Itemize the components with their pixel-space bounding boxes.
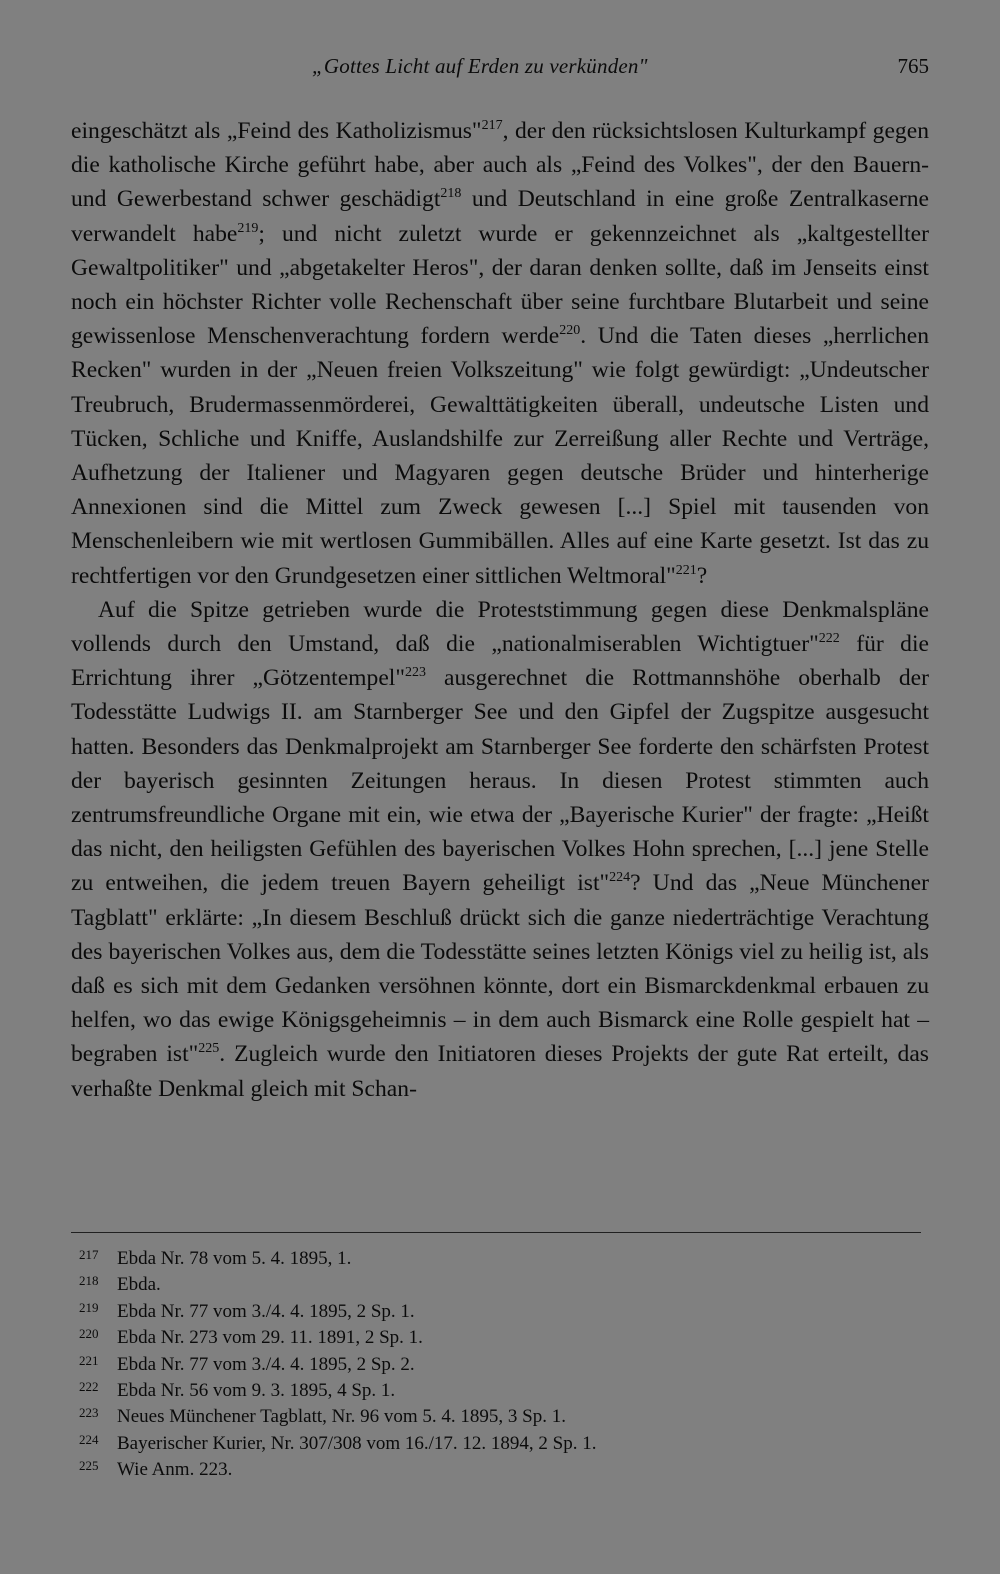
running-head-title: „Gottes Licht auf Erden zu verkünden" xyxy=(312,54,648,78)
footnote-number: 218 xyxy=(79,1273,99,1289)
footnotes-list xyxy=(79,1246,879,1484)
paragraph xyxy=(71,593,929,1106)
text-segment: ausgerechnet die Rottmannshöhe oberhalb der Todesstätte Ludwigs II. am Starnberger See und den Gipfel der Zugspitze ausgesucht hatten. Besonders das Denkmalprojekt am Starnberger See forderte den schärfsten Protest der bayerisch gesinnten Zeitungen heraus. In diesen Protest stimmten auch zentrumsfreundliche Organe mit ein, wie etwa der „Bayerische Kurier" der fragte: „Heißt das nicht, den heiligsten Gefühlen des bayerischen Volkes Hohn sprechen, [...] jene Stelle zu entweihen, die jedem treuen Bayern geheiligt ist" xyxy=(71,665,929,897)
footnote xyxy=(79,1457,879,1483)
footnote-number: 224 xyxy=(79,1431,99,1447)
footnote-text: Ebda Nr. 56 vom 9. 3. 1895, 4 Sp. 1. xyxy=(117,1380,396,1402)
footnote xyxy=(79,1378,879,1404)
text-segment: Auf die Spitze getrieben wurde die Proteststimmung gegen diese Denkmalspläne vollends durch den Umstand, daß die „nationalmiserablen Wichtigtuer" xyxy=(71,596,929,658)
footnote-reference: 225 xyxy=(198,1041,220,1057)
text-segment: für die Errichtung ihrer „Götzentempel" xyxy=(71,631,929,692)
footnote-reference: 223 xyxy=(404,665,426,681)
footnote-number: 221 xyxy=(79,1352,99,1368)
footnote-text: Ebda Nr. 77 vom 3./4. 4. 1895, 2 Sp. 2. xyxy=(117,1353,415,1375)
footnote-number: 222 xyxy=(79,1379,99,1395)
footnote xyxy=(79,1325,879,1351)
footnote-text: Ebda Nr. 78 vom 5. 4. 1895, 1. xyxy=(117,1248,352,1269)
footnote-text: Ebda Nr. 77 vom 3./4. 4. 1895, 2 Sp. 1. xyxy=(117,1300,415,1322)
text-segment: ; und nicht zuletzt wurde er gekennzeichnet als „kaltgestellter Gewaltpolitiker" und „abgetakelter Heros", der daran denken sollte, daß im Jenseits einst noch ein höchster Richter volle Rechenschaft über seine furchtbare Blutarbeit und seine gewissenlose Menschenverachtung fordern werde xyxy=(71,220,930,350)
footnote xyxy=(79,1246,879,1272)
footnote-number: 217 xyxy=(79,1247,99,1262)
footnote-text: Neues Münchener Tagblatt, Nr. 96 vom 5. 4. 1895, 3 Sp. 1. xyxy=(117,1406,566,1428)
footnote-text: Ebda Nr. 273 vom 29. 11. 1891, 2 Sp. 1. xyxy=(117,1327,423,1349)
footnote xyxy=(79,1299,879,1325)
text-segment: und Deutschland in eine große Zentralkaserne verwandelt habe xyxy=(71,186,929,247)
text-segment: ? Und das „Neue Münchener Tagblatt" erklärte: „In diesem Beschluß drückt sich die ganze niederträchtige Verachtung des bayerischen Volkes aus, dem die Todesstätte seines letzten Königs viel zu heilig ist, als daß es sich mit dem Gedanken versöhnen könnte, dort ein Bismarckdenkmal erbauen zu helfen, wo das ewige Königsgeheimnis – in dem auch Bismarck eine Rolle gespielt hat – begraben ist" xyxy=(71,870,929,1068)
footnote xyxy=(79,1404,879,1430)
footnote-reference: 219 xyxy=(237,220,259,236)
footnote xyxy=(79,1272,879,1298)
footnote-text: Wie Anm. 223. xyxy=(117,1459,233,1481)
footnote-number: 225 xyxy=(79,1458,99,1474)
footnote xyxy=(79,1352,879,1378)
footnote-text: Ebda. xyxy=(117,1274,161,1296)
text-segment: eingeschätzt als „Feind des Katholizismus" xyxy=(71,118,482,144)
footnote-reference: 221 xyxy=(675,562,697,578)
footnote-number: 220 xyxy=(79,1326,99,1342)
footnote-reference: 220 xyxy=(559,323,581,339)
footnote-reference: 218 xyxy=(440,186,462,202)
footnote-number: 219 xyxy=(79,1299,99,1315)
text-segment: . Und die Taten dieses „herrlichen Recken" wurden in der „Neuen freien Volkszeitung" wie folgt gewürdigt: „Undeutscher Treubruch, Brudermassenmörderei, Gewalttätigkeiten überall, undeutsche Listen und Tücken, Schliche und Kniffe, Auslandshilfe zur Zerreißung aller Rechte und Verträge, Aufhetzung der Italiener und Magyaren gegen deutsche Brüder und hinterherige Annexionen sind die Mittel zum Zweck gewesen [...] Spiel mit tausenden von Menschenleibern wie mit wertlosen Gummibällen. Alles auf eine Karte gesetzt. Ist das zu rechtfertigen vor den Grundgesetzen einer sittlichen Weltmoral" xyxy=(71,323,929,589)
text-segment: , der den rücksichtslosen Kulturkampf gegen die katholische Kirche geführt habe, aber auch als „Feind des Volkes", der den Bauern- und Gewerbestand schwer geschädigt xyxy=(71,118,929,213)
footnote-number: 223 xyxy=(79,1405,99,1421)
paragraph xyxy=(71,114,929,593)
footnote-reference: 217 xyxy=(481,118,503,133)
footnote-reference: 224 xyxy=(609,870,631,886)
main-text xyxy=(71,114,929,1106)
footnote-separator xyxy=(71,1232,921,1233)
page-number: 765 xyxy=(897,54,929,78)
footnote-text: Bayerischer Kurier, Nr. 307/308 vom 16./17. 12. 1894, 2 Sp. 1. xyxy=(117,1432,597,1454)
footnote-reference: 222 xyxy=(818,631,840,647)
text-segment: . Zugleich wurde den Initiatoren dieses Projekts der gute Rat erteilt, das verhaßte Denkmal gleich mit Schan- xyxy=(71,1041,929,1102)
footnote xyxy=(79,1431,879,1457)
text-segment: ? xyxy=(696,562,708,589)
